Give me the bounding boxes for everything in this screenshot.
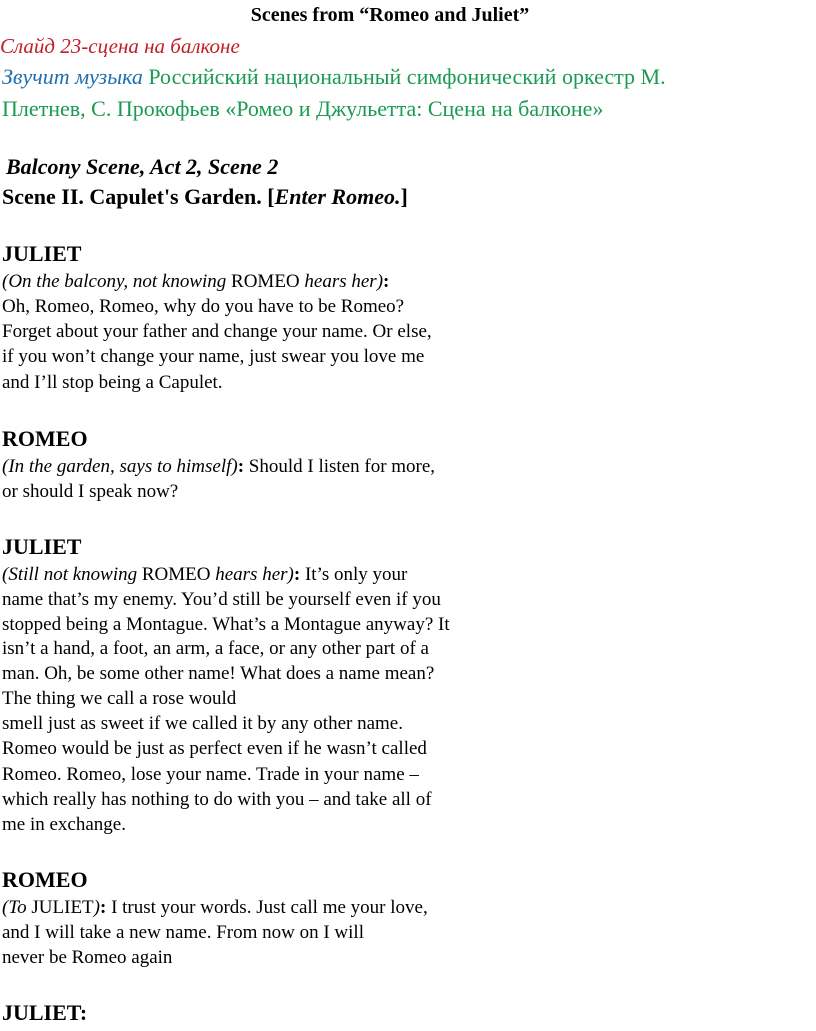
dialogue-text: It’s only your [300, 564, 408, 585]
speaker-romeo-2: ROMEO [2, 867, 88, 892]
colon: : [237, 456, 245, 477]
dialogue-line: Romeo would be just as perfect even if he wasn’t called [2, 738, 427, 759]
stage-direction-text: (Still not knowing [2, 564, 142, 585]
dialogue-line: or should I speak now? [2, 481, 179, 502]
dialogue-line: and I’ll stop being a Capulet. [2, 372, 223, 393]
dialogue-line: which really has nothing to do with you – and take all of [2, 789, 432, 810]
scene-stage-direction: Enter Romeo. [274, 184, 401, 209]
dialogue-line: man. Oh, be some other name! What does a name mean? [2, 663, 435, 684]
speaker-juliet-2: JULIET [2, 534, 82, 559]
colon: : [383, 271, 390, 292]
dialogue-line: smell just as sweet if we called it by any other name. [2, 713, 403, 734]
stage-direction-text: (On the balcony, not knowing [2, 271, 232, 292]
page-title: Scenes from “Romeo and Juliet” [250, 4, 530, 26]
colon: : [293, 564, 301, 585]
stage-direction-name: ROMEO [231, 271, 300, 292]
scene-heading [2, 184, 408, 210]
speaker-juliet-3: JULIET: [2, 1000, 88, 1025]
music-note-line-1 [2, 64, 666, 90]
dialogue-line: The thing we call a rose would [2, 688, 237, 709]
stage-direction-1 [2, 271, 389, 293]
dialogue-line-with-direction [2, 456, 435, 478]
music-note-lead: Звучит музыка [2, 64, 143, 89]
dialogue-line: Romeo. Romeo, lose your name. Trade in your name – [2, 764, 419, 785]
stage-direction-name: JULIET [31, 897, 94, 918]
act-heading: Balcony Scene, Act 2, Scene 2 [6, 154, 279, 179]
music-note-line-2: Плетнев, С. Прокофьев «Ромео и Джульетта: Сцена на балконе» [2, 96, 604, 121]
stage-direction-text: hears her) [299, 271, 384, 292]
stage-direction-text: (In the garden, says to himself) [2, 456, 238, 477]
dialogue-line-with-direction [2, 897, 428, 919]
stage-direction-name: ROMEO [141, 564, 211, 585]
scene-heading-prefix: Scene II. Capulet's Garden. [ [2, 184, 275, 209]
dialogue-line: and I will take a new name. From now on I will [2, 922, 364, 943]
dialogue-text: Should I listen for more, [244, 456, 436, 477]
scene-heading-suffix: ] [400, 184, 408, 209]
dialogue-line: if you won’t change your name, just swear you love me [2, 346, 425, 367]
stage-direction-text: hears her) [210, 564, 294, 585]
dialogue-text: I trust your words. Just call me your love, [106, 897, 428, 918]
dialogue-line: never be Romeo again [2, 947, 173, 968]
dialogue-line: Oh, Romeo, Romeo, why do you have to be Romeo? [2, 296, 405, 317]
dialogue-line: Forget about your father and change your name. Or else, [2, 321, 432, 342]
dialogue-line-with-direction [2, 564, 407, 586]
dialogue-line: stopped being a Montague. What’s a Montague anyway? It [2, 614, 450, 635]
speaker-romeo-1: ROMEO [2, 426, 88, 451]
dialogue-line: me in exchange. [2, 814, 126, 835]
stage-direction-text: ) [93, 897, 100, 918]
speaker-juliet-1: JULIET [2, 241, 82, 266]
colon: : [100, 897, 107, 918]
dialogue-line: isn’t a hand, a foot, an arm, a face, or any other part of a [2, 638, 429, 659]
music-note-text: Российский национальный симфонический оркестр М. [148, 64, 666, 89]
slide-note: Слайд 23-сцена на балконе [0, 34, 240, 58]
dialogue-line: name that’s my enemy. You’d still be yourself even if you [2, 589, 441, 610]
stage-direction-text: (To [2, 897, 32, 918]
